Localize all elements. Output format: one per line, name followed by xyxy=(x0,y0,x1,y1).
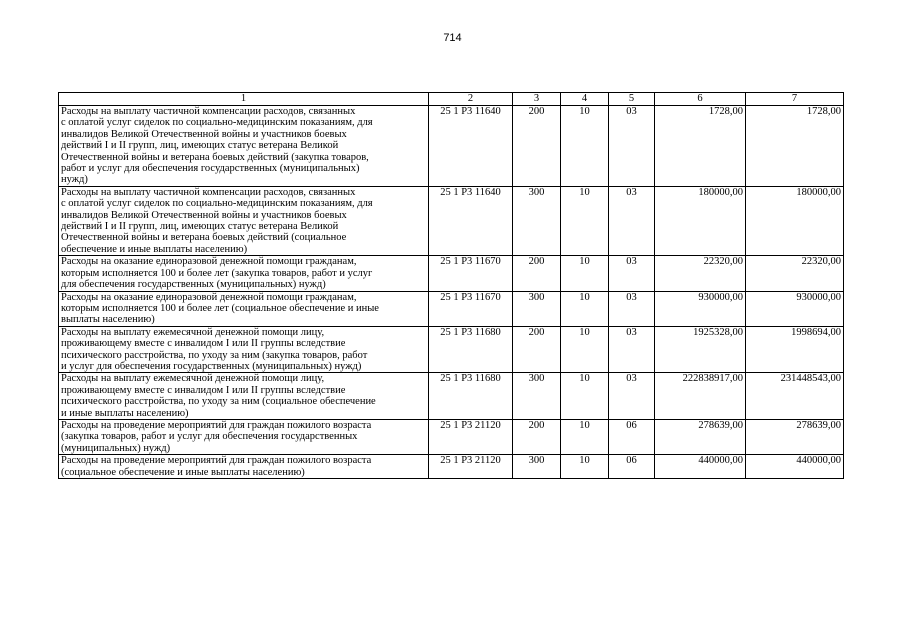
description-line: нужд) xyxy=(61,174,88,186)
subsection-code: 06 xyxy=(609,419,655,454)
description-line: (закупка товаров, работ и услуг для обеспечения государственных xyxy=(61,431,358,443)
subsection-code: 03 xyxy=(609,106,655,187)
header-col-2: 2 xyxy=(429,93,513,106)
description-line: Отечественной войны и ветерана боевых действий (социальное xyxy=(61,232,347,244)
table-row xyxy=(59,291,844,326)
amount-col-7: 22320,00 xyxy=(746,256,844,291)
subsection-code: 03 xyxy=(609,186,655,255)
description-line: которым исполняется 100 и более лет (закупка товаров, работ и услуг xyxy=(61,267,373,279)
table-row xyxy=(59,256,844,291)
header-col-3: 3 xyxy=(513,93,561,106)
amount-col-7: 231448543,00 xyxy=(746,373,844,420)
budget-classification-code: 25 1 P3 21120 xyxy=(429,455,513,479)
section-code: 10 xyxy=(561,291,609,326)
description-line: (муниципальных) нужд) xyxy=(61,442,171,454)
description-line: психического расстройства, по уходу за ним (социальное обеспечение xyxy=(61,396,376,408)
description-line: которым исполняется 100 и более лет (социальное обеспечение и иные xyxy=(61,302,379,314)
description-line: (социальное обеспечение и иные выплаты населению) xyxy=(61,466,305,478)
amount-col-7: 1728,00 xyxy=(746,106,844,187)
table-body xyxy=(59,106,844,479)
expense-type-code: 300 xyxy=(513,373,561,420)
expense-description xyxy=(59,186,429,255)
description-line: Расходы на проведение мероприятий для граждан пожилого возраста xyxy=(61,419,372,431)
expense-type-code: 200 xyxy=(513,419,561,454)
amount-col-7: 930000,00 xyxy=(746,291,844,326)
subsection-code: 03 xyxy=(609,373,655,420)
subsection-code: 06 xyxy=(609,455,655,479)
table-row xyxy=(59,186,844,255)
description-line: инвалидов Великой Отечественной войны и участников боевых xyxy=(61,128,347,140)
subsection-code: 03 xyxy=(609,291,655,326)
expense-description xyxy=(59,455,429,479)
amount-col-7: 180000,00 xyxy=(746,186,844,255)
header-col-4: 4 xyxy=(561,93,609,106)
description-line: Расходы на выплату ежемесячной денежной помощи лицу, xyxy=(61,373,325,385)
header-col-7: 7 xyxy=(746,93,844,106)
amount-col-6: 930000,00 xyxy=(655,291,746,326)
header-col-1: 1 xyxy=(59,93,429,106)
description-line: проживающему вместе с инвалидом I или II группы вследствие xyxy=(61,384,346,396)
amount-col-6: 1925328,00 xyxy=(655,326,746,373)
table-row xyxy=(59,455,844,479)
description-line: Отечественной войны и ветерана боевых действий (закупка товаров, xyxy=(61,151,369,163)
description-line: проживающему вместе с инвалидом I или II группы вследствие xyxy=(61,338,346,350)
section-code: 10 xyxy=(561,326,609,373)
description-line: инвалидов Великой Отечественной войны и участников боевых xyxy=(61,209,347,221)
subsection-code: 03 xyxy=(609,326,655,373)
expense-description xyxy=(59,326,429,373)
description-line: Расходы на выплату частичной компенсации расходов, связанных xyxy=(61,186,356,198)
budget-classification-code: 25 1 P3 21120 xyxy=(429,419,513,454)
expense-type-code: 200 xyxy=(513,256,561,291)
expense-description xyxy=(59,419,429,454)
description-line: обеспечение и иные выплаты населению) xyxy=(61,243,248,255)
table-row xyxy=(59,106,844,187)
description-line: действий I и II групп, лиц, имеющих статус ветерана Великой xyxy=(61,140,339,152)
header-col-6: 6 xyxy=(655,93,746,106)
amount-col-6: 1728,00 xyxy=(655,106,746,187)
budget-classification-code: 25 1 P3 11680 xyxy=(429,373,513,420)
description-line: и иные выплаты населению) xyxy=(61,407,189,419)
section-code: 10 xyxy=(561,419,609,454)
amount-col-6: 180000,00 xyxy=(655,186,746,255)
table-row xyxy=(59,373,844,420)
budget-classification-code: 25 1 P3 11680 xyxy=(429,326,513,373)
description-line: Расходы на оказание единоразовой денежной помощи гражданам, xyxy=(61,291,357,303)
amount-col-6: 440000,00 xyxy=(655,455,746,479)
table-row xyxy=(59,419,844,454)
description-line: Расходы на проведение мероприятий для граждан пожилого возраста xyxy=(61,455,372,467)
amount-col-6: 278639,00 xyxy=(655,419,746,454)
description-line: выплаты населению) xyxy=(61,314,155,326)
subsection-code: 03 xyxy=(609,256,655,291)
expense-description xyxy=(59,373,429,420)
description-line: Расходы на оказание единоразовой денежной помощи гражданам, xyxy=(61,256,357,268)
section-code: 10 xyxy=(561,256,609,291)
section-code: 10 xyxy=(561,106,609,187)
header-row xyxy=(59,93,844,106)
budget-table xyxy=(58,92,844,479)
expense-type-code: 300 xyxy=(513,455,561,479)
expense-description xyxy=(59,291,429,326)
amount-col-6: 22320,00 xyxy=(655,256,746,291)
description-line: с оплатой услуг сиделок по социально-медицинским показаниям, для xyxy=(61,198,373,210)
header-col-5: 5 xyxy=(609,93,655,106)
budget-classification-code: 25 1 P3 11670 xyxy=(429,291,513,326)
budget-classification-code: 25 1 P3 11640 xyxy=(429,186,513,255)
expense-type-code: 200 xyxy=(513,326,561,373)
expense-type-code: 300 xyxy=(513,186,561,255)
description-line: и услуг для обеспечения государственных (муниципальных) нужд) xyxy=(61,360,362,372)
description-line: Расходы на выплату частичной компенсации расходов, связанных xyxy=(61,106,356,117)
section-code: 10 xyxy=(561,373,609,420)
description-line: действий I и II групп, лиц, имеющих статус ветерана Великой xyxy=(61,221,339,233)
expense-description xyxy=(59,106,429,187)
section-code: 10 xyxy=(561,455,609,479)
section-code: 10 xyxy=(561,186,609,255)
page-number: 714 xyxy=(443,32,462,44)
budget-classification-code: 25 1 P3 11670 xyxy=(429,256,513,291)
table-row xyxy=(59,326,844,373)
amount-col-7: 440000,00 xyxy=(746,455,844,479)
amount-col-7: 278639,00 xyxy=(746,419,844,454)
description-line: с оплатой услуг сиделок по социально-медицинским показаниям, для xyxy=(61,117,373,129)
budget-classification-code: 25 1 P3 11640 xyxy=(429,106,513,187)
amount-col-7: 1998694,00 xyxy=(746,326,844,373)
amount-col-6: 222838917,00 xyxy=(655,373,746,420)
description-line: для обеспечения государственных (муниципальных) нужд) xyxy=(61,279,326,291)
expense-type-code: 200 xyxy=(513,106,561,187)
expense-description xyxy=(59,256,429,291)
expense-type-code: 300 xyxy=(513,291,561,326)
description-line: психического расстройства, по уходу за ним (закупка товаров, работ xyxy=(61,349,368,361)
description-line: Расходы на выплату ежемесячной денежной помощи лицу, xyxy=(61,326,325,338)
description-line: работ и услуг для обеспечения государственных (муниципальных) xyxy=(61,163,360,175)
